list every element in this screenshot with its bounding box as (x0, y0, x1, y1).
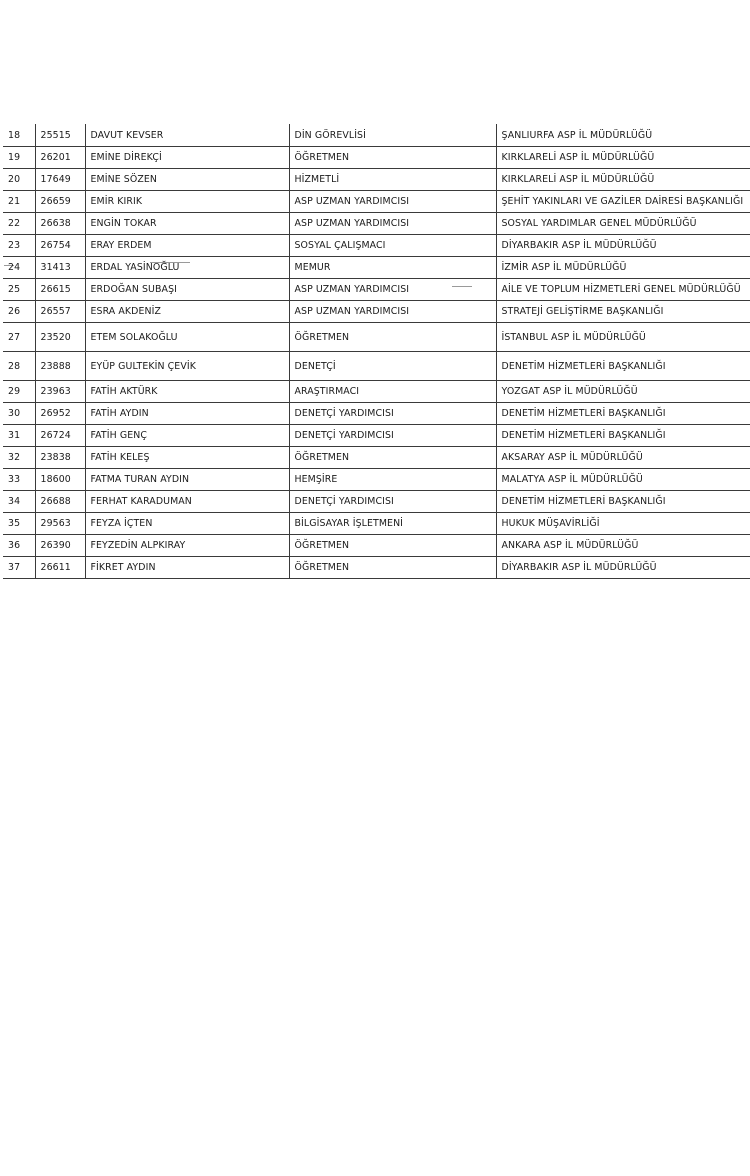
table-row (3, 403, 750, 425)
assigned-unit-cell: HUKUK MÜŞAVİRLİĞİ (496, 513, 750, 535)
registry-number-cell: 26659 (35, 191, 85, 213)
table-row (3, 191, 750, 213)
assigned-unit-cell: ŞEHİT YAKINLARI VE GAZİLER DAİRESİ BAŞKANLIĞI (496, 191, 750, 213)
full-name-cell: EMİR KIRIK (85, 191, 289, 213)
full-name-cell: ESRA AKDENİZ (85, 301, 289, 323)
position-title-cell: ARAŞTIRMACI (289, 381, 496, 403)
table-row (3, 169, 750, 191)
assigned-unit-cell: DENETİM HİZMETLERİ BAŞKANLIĞI (496, 403, 750, 425)
table-row (3, 535, 750, 557)
personnel-table (3, 124, 750, 579)
position-title-cell: MEMUR (289, 257, 496, 279)
position-title-cell: DENETÇİ YARDIMCISI (289, 491, 496, 513)
row-number-cell: 34 (3, 491, 35, 513)
full-name-cell: EMİNE DİREKÇİ (85, 147, 289, 169)
assigned-unit-cell: İSTANBUL ASP İL MÜDÜRLÜĞÜ (496, 323, 750, 352)
row-number-cell: 23 (3, 235, 35, 257)
row-number-cell: 37 (3, 557, 35, 579)
full-name-cell: DAVUT KEVSER (85, 124, 289, 147)
registry-number-cell: 31413 (35, 257, 85, 279)
full-name-cell: ETEM SOLAKOĞLU (85, 323, 289, 352)
full-name-cell: ERDOĞAN SUBAŞI (85, 279, 289, 301)
position-title-cell: ASP UZMAN YARDIMCISI (289, 213, 496, 235)
row-number-cell: 26 (3, 301, 35, 323)
row-number-cell: 28 (3, 352, 35, 381)
table-row (3, 352, 750, 381)
table-row (3, 213, 750, 235)
table-body (3, 124, 750, 579)
row-number-cell: 22 (3, 213, 35, 235)
assigned-unit-cell: İZMİR ASP İL MÜDÜRLÜĞÜ (496, 257, 750, 279)
full-name-cell: FATMA TURAN AYDIN (85, 469, 289, 491)
row-number-cell: 25 (3, 279, 35, 301)
table-row (3, 447, 750, 469)
registry-number-cell: 23838 (35, 447, 85, 469)
position-title-cell: BİLGİSAYAR İŞLETMENİ (289, 513, 496, 535)
assigned-unit-cell: DENETİM HİZMETLERİ BAŞKANLIĞI (496, 491, 750, 513)
registry-number-cell: 26611 (35, 557, 85, 579)
registry-number-cell: 18600 (35, 469, 85, 491)
registry-number-cell: 23963 (35, 381, 85, 403)
assigned-unit-cell: DİYARBAKIR ASP İL MÜDÜRLÜĞÜ (496, 557, 750, 579)
assigned-unit-cell: MALATYA ASP İL MÜDÜRLÜĞÜ (496, 469, 750, 491)
assigned-unit-cell: DİYARBAKIR ASP İL MÜDÜRLÜĞÜ (496, 235, 750, 257)
registry-number-cell: 23888 (35, 352, 85, 381)
row-number-cell: 30 (3, 403, 35, 425)
full-name-cell: FERHAT KARADUMAN (85, 491, 289, 513)
full-name-cell: FATİH AYDIN (85, 403, 289, 425)
position-title-cell: ÖĞRETMEN (289, 557, 496, 579)
row-number-cell: 33 (3, 469, 35, 491)
row-number-cell: 29 (3, 381, 35, 403)
position-title-cell: HEMŞİRE (289, 469, 496, 491)
full-name-cell: FEYZEDİN ALPKIRAY (85, 535, 289, 557)
registry-number-cell: 26201 (35, 147, 85, 169)
table-row (3, 381, 750, 403)
table-row (3, 323, 750, 352)
table-row (3, 124, 750, 147)
row-number-cell: 24 (3, 257, 35, 279)
table-row (3, 147, 750, 169)
assigned-unit-cell: AKSARAY ASP İL MÜDÜRLÜĞÜ (496, 447, 750, 469)
position-title-cell: ÖĞRETMEN (289, 535, 496, 557)
full-name-cell: FATİH KELEŞ (85, 447, 289, 469)
table-row (3, 425, 750, 447)
position-title-cell: ASP UZMAN YARDIMCISI (289, 279, 496, 301)
table-row (3, 301, 750, 323)
full-name-cell: ERDAL YASİNOĞLU (85, 257, 289, 279)
table-row (3, 469, 750, 491)
full-name-cell: FEYZA İÇTEN (85, 513, 289, 535)
registry-number-cell: 26754 (35, 235, 85, 257)
table-row (3, 235, 750, 257)
assigned-unit-cell: KIRKLARELİ ASP İL MÜDÜRLÜĞÜ (496, 169, 750, 191)
row-number-cell: 27 (3, 323, 35, 352)
registry-number-cell: 26724 (35, 425, 85, 447)
position-title-cell: HİZMETLİ (289, 169, 496, 191)
full-name-cell: ERAY ERDEM (85, 235, 289, 257)
full-name-cell: FATİH AKTÜRK (85, 381, 289, 403)
assigned-unit-cell: SOSYAL YARDIMLAR GENEL MÜDÜRLÜĞÜ (496, 213, 750, 235)
assigned-unit-cell: ŞANLIURFA ASP İL MÜDÜRLÜĞÜ (496, 124, 750, 147)
registry-number-cell: 26390 (35, 535, 85, 557)
position-title-cell: ÖĞRETMEN (289, 447, 496, 469)
table-row (3, 491, 750, 513)
row-number-cell: 21 (3, 191, 35, 213)
assigned-unit-cell: DENETİM HİZMETLERİ BAŞKANLIĞI (496, 352, 750, 381)
table-row (3, 279, 750, 301)
registry-number-cell: 26952 (35, 403, 85, 425)
full-name-cell: FATİH GENÇ (85, 425, 289, 447)
row-number-cell: 18 (3, 124, 35, 147)
registry-number-cell: 17649 (35, 169, 85, 191)
table-row (3, 513, 750, 535)
position-title-cell: DENETÇİ YARDIMCISI (289, 403, 496, 425)
assigned-unit-cell: ANKARA ASP İL MÜDÜRLÜĞÜ (496, 535, 750, 557)
assigned-unit-cell: STRATEJİ GELİŞTİRME BAŞKANLIĞI (496, 301, 750, 323)
table-row (3, 557, 750, 579)
position-title-cell: DİN GÖREVLİSİ (289, 124, 496, 147)
registry-number-cell: 26615 (35, 279, 85, 301)
registry-number-cell: 29563 (35, 513, 85, 535)
row-number-cell: 36 (3, 535, 35, 557)
full-name-cell: EYÜP GULTEKİN ÇEVİK (85, 352, 289, 381)
registry-number-cell: 26688 (35, 491, 85, 513)
assigned-unit-cell: AİLE VE TOPLUM HİZMETLERİ GENEL MÜDÜRLÜĞÜ (496, 279, 750, 301)
full-name-cell: EMİNE SÖZEN (85, 169, 289, 191)
position-title-cell: ASP UZMAN YARDIMCISI (289, 301, 496, 323)
table-row (3, 257, 750, 279)
position-title-cell: ÖĞRETMEN (289, 147, 496, 169)
full-name-cell: ENGİN TOKAR (85, 213, 289, 235)
assigned-unit-cell: YOZGAT ASP İL MÜDÜRLÜĞÜ (496, 381, 750, 403)
registry-number-cell: 26638 (35, 213, 85, 235)
assigned-unit-cell: DENETİM HİZMETLERİ BAŞKANLIĞI (496, 425, 750, 447)
row-number-cell: 32 (3, 447, 35, 469)
registry-number-cell: 25515 (35, 124, 85, 147)
registry-number-cell: 23520 (35, 323, 85, 352)
position-title-cell: SOSYAL ÇALIŞMACI (289, 235, 496, 257)
row-number-cell: 31 (3, 425, 35, 447)
row-number-cell: 20 (3, 169, 35, 191)
row-number-cell: 19 (3, 147, 35, 169)
registry-number-cell: 26557 (35, 301, 85, 323)
full-name-cell: FİKRET AYDIN (85, 557, 289, 579)
assigned-unit-cell: KIRKLARELİ ASP İL MÜDÜRLÜĞÜ (496, 147, 750, 169)
row-number-cell: 35 (3, 513, 35, 535)
position-title-cell: DENETÇİ YARDIMCISI (289, 425, 496, 447)
position-title-cell: ÖĞRETMEN (289, 323, 496, 352)
position-title-cell: DENETÇİ (289, 352, 496, 381)
position-title-cell: ASP UZMAN YARDIMCISI (289, 191, 496, 213)
